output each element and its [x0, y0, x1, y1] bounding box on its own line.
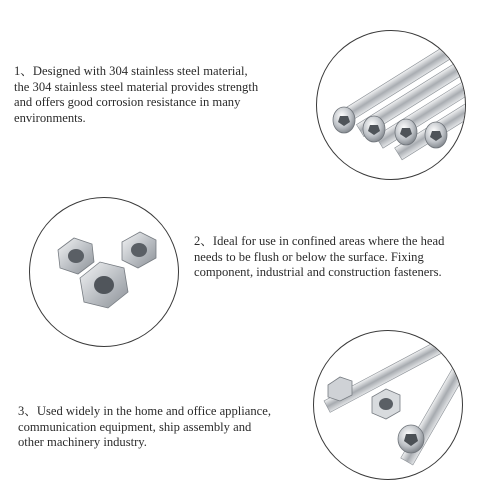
- feature-2-line-3: component, industrial and construction fasteners.: [194, 265, 442, 279]
- feature-1-line-4: environments.: [14, 110, 86, 125]
- feature-1-line-2: the 304 stainless steel material provides strength: [14, 79, 259, 94]
- feature-3-line-2: communication equipment, ship assembly and: [18, 419, 252, 434]
- feature-3-number: 3、: [18, 404, 37, 418]
- feature-1-line-3: and offers good corrosion resistance in many: [14, 95, 241, 109]
- feature-1-text: [14, 64, 314, 126]
- feature-3-text: [18, 404, 308, 451]
- feature-1-line-1: 1、Designed with 304 stainless steel material,: [14, 64, 248, 78]
- feature-2-number: 2、: [194, 234, 213, 248]
- hex-nuts-icon: [29, 197, 179, 347]
- feature-2-line-1: 2、Ideal for use in confined areas where the head: [194, 234, 445, 248]
- feature-2-line-2: needs to be flush or below the surface. Fixing: [194, 249, 424, 264]
- socket-cap-screws-icon: [316, 30, 466, 180]
- feature-3-line-3: other machinery industry.: [18, 435, 147, 449]
- feature-2-text: [194, 234, 489, 281]
- feature-1-number: 1、: [14, 64, 33, 78]
- screw-with-nut-icon: [313, 330, 463, 480]
- feature-3-line-1: 3、Used widely in the home and office appliance,: [18, 404, 271, 418]
